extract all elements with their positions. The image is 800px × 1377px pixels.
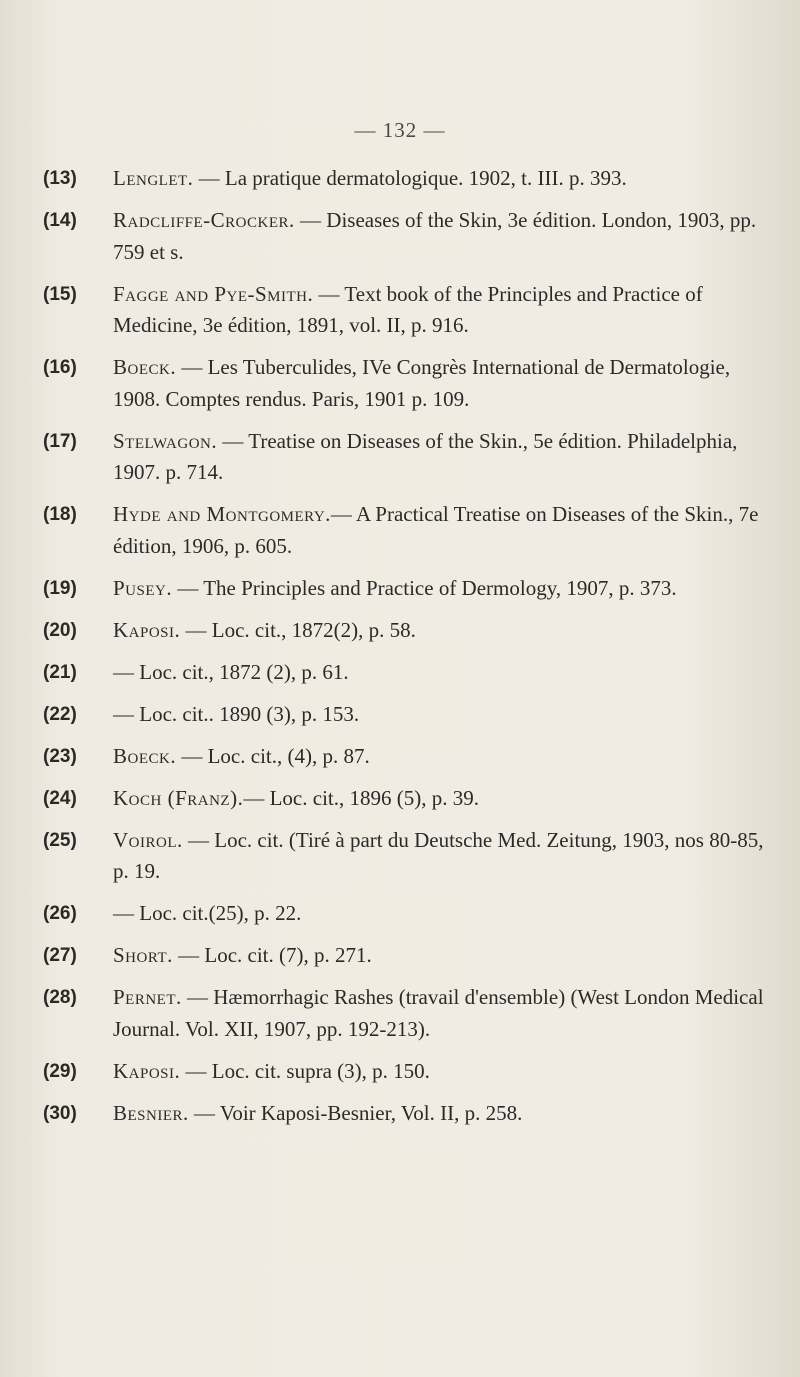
reference-text: — Loc. cit., 1896 (5), p. 39.: [243, 785, 479, 810]
reference-text: — Les Tuberculides, IVe Congrès International de Dermatologie, 1908. Comptes rendus. Paris, 1901 p. 109.: [113, 355, 731, 411]
reference-number: (19): [43, 577, 77, 599]
reference-item: [43, 783, 765, 815]
reference-item: [43, 426, 765, 489]
reference-number: (28): [43, 987, 77, 1008]
reference-number: (24): [43, 787, 77, 809]
reference-text: — A Practical Treatise on Diseases of the Skin., 7e édition, 1906, p. 605.: [113, 502, 759, 558]
reference-author: Boeck.: [113, 743, 177, 768]
reference-number: (26): [43, 903, 77, 924]
reference-author: Kaposi.: [113, 617, 181, 642]
reference-text: — Voir Kaposi-Besnier, Vol. II, p. 258.: [188, 1100, 523, 1125]
reference-text: — Text book of the Principles and Practice of Medicine, 3e édition, 1891, vol. II, p. 916.: [113, 281, 703, 337]
reference-author: Pusey.: [113, 575, 173, 600]
reference-text: — Loc. cit. supra (3), p. 150.: [180, 1058, 430, 1083]
reference-number: (18): [43, 504, 77, 525]
reference-text: — Diseases of the Skin, 3e édition. London, 1903, pp. 759 et s.: [113, 208, 757, 264]
reference-item: [43, 279, 765, 342]
reference-author: Besnier.: [113, 1100, 189, 1125]
reference-author: Koch (Franz).: [113, 785, 244, 810]
reference-list: [43, 163, 765, 1140]
reference-number: (23): [43, 745, 77, 767]
reference-item: [43, 657, 765, 689]
reference-number: (29): [43, 1060, 77, 1082]
reference-item: [43, 205, 765, 268]
reference-item: [43, 982, 765, 1045]
reference-number: (15): [43, 283, 77, 305]
reference-text: — Loc. cit., 1872(2), p. 58.: [180, 617, 416, 642]
reference-number: (30): [43, 1102, 77, 1124]
reference-number: (21): [43, 661, 77, 683]
reference-item: [43, 499, 765, 562]
reference-number: (25): [43, 829, 77, 851]
reference-author: Kaposi.: [113, 1058, 181, 1083]
reference-item: [43, 825, 765, 888]
reference-author: Stelwagon.: [113, 428, 218, 453]
reference-text: — Loc. cit., (4), p. 87.: [176, 743, 370, 768]
reference-text: — Treatise on Diseases of the Skin., 5e édition. Philadelphia, 1907. p. 714.: [113, 428, 738, 484]
reference-author: Pernet.: [113, 985, 182, 1009]
reference-number: (27): [43, 945, 77, 966]
reference-item: [43, 1098, 765, 1130]
reference-author: Hyde and Montgomery.: [113, 502, 331, 526]
reference-text: — Loc. cit. (Tiré à part du Deutsche Med. Zeitung, 1903, nos 80-85, p. 19.: [113, 827, 764, 883]
reference-author: Fagge and Pye-Smith.: [113, 281, 314, 306]
reference-author: Voirol.: [113, 827, 183, 852]
reference-item: [43, 163, 765, 195]
reference-text: — La pratique dermatologique. 1902, t. III. p. 393.: [193, 166, 627, 190]
reference-item: [43, 741, 765, 773]
reference-text: — Loc. cit., 1872 (2), p. 61.: [113, 659, 349, 684]
reference-number: (14): [43, 210, 77, 231]
reference-author: Boeck.: [113, 355, 177, 379]
reference-number: (17): [43, 430, 77, 452]
reference-number: (13): [43, 168, 77, 189]
reference-text: — Loc. cit.(25), p. 22.: [113, 901, 302, 925]
reference-item: [43, 573, 765, 605]
reference-item: [43, 1056, 765, 1088]
reference-text: — Loc. cit. (7), p. 271.: [172, 943, 372, 967]
reference-number: (20): [43, 619, 77, 641]
reference-number: (16): [43, 357, 77, 378]
reference-number: (22): [43, 703, 77, 725]
reference-text: — Loc. cit.. 1890 (3), p. 153.: [113, 701, 360, 726]
reference-item: [43, 352, 765, 415]
reference-author: Radcliffe-Crocker.: [113, 208, 295, 232]
reference-item: [43, 699, 765, 731]
reference-author: Lenglet.: [113, 166, 194, 190]
reference-item: [43, 615, 765, 647]
reference-author: Short.: [113, 943, 173, 967]
reference-item: [43, 940, 765, 972]
reference-text: — Hæmorrhagic Rashes (travail d'ensemble) (West London Medical Journal. Vol. XII, 1907, pp. 192-213).: [113, 985, 764, 1041]
reference-item: [43, 898, 765, 930]
page-number: — 132 —: [354, 118, 446, 142]
reference-text: — The Principles and Practice of Dermology, 1907, p. 373.: [172, 575, 677, 600]
